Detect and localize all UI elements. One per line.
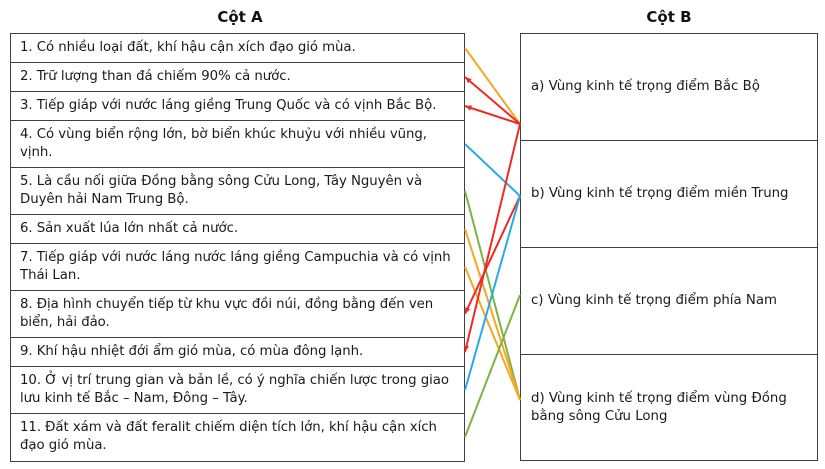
column-b-table	[520, 33, 818, 461]
list-item-label: a) Vùng kinh tế trọng điểm Bắc Bộ	[531, 79, 760, 95]
list-item[interactable]: 7. Tiếp giáp với nước láng nước láng giềng Campuchia và có vịnh Thái Lan.	[11, 244, 464, 291]
list-item[interactable]: 1. Có nhiều loại đất, khí hậu cận xích đạo gió mùa.	[11, 34, 464, 63]
connector-line	[465, 267, 520, 400]
list-item[interactable]: 11. Đất xám và đất feralit chiếm diện tích lớn, khí hậu cận xích đạo gió mùa.	[20, 420, 437, 453]
list-item[interactable]: 5. Là cầu nối giữa Đồng bằng sông Cửu Long, Tây Nguyên và Duyên hải Nam Trung Bộ.	[11, 168, 464, 215]
connector-line	[465, 191, 520, 400]
list-item-label: d) Vùng kinh tế trọng điểm vùng Đồng bằng sông Cửu Long	[531, 390, 787, 424]
connector-arrowhead	[465, 77, 472, 83]
list-item[interactable]	[521, 141, 817, 248]
list-item[interactable]	[521, 248, 817, 355]
column-b-header: Cột B	[646, 8, 692, 26]
connector-line	[465, 124, 520, 352]
connector-line	[465, 196, 520, 390]
connector-line	[465, 144, 520, 196]
list-item[interactable]	[521, 355, 817, 460]
list-item-label: c) Vùng kinh tế trọng điểm phía Nam	[531, 293, 777, 309]
connector-line	[465, 48, 520, 124]
column-a-header: Cột A	[217, 8, 263, 26]
connector-line	[465, 229, 520, 400]
connector-line	[465, 295, 520, 437]
list-item[interactable]	[521, 34, 817, 141]
list-item[interactable]: 9. Khí hậu nhiệt đới ẩm gió mùa, có mùa đông lạnh.	[11, 338, 464, 367]
list-item[interactable]: 10. Ở vị trí trung gian và bản lề, có ý nghĩa chiến lược trong giao lưu kinh tế Bắc – Nam, Đông – Tây.	[11, 367, 464, 414]
list-item-label: b) Vùng kinh tế trọng điểm miền Trung	[531, 186, 789, 202]
list-item[interactable]: 3. Tiếp giáp với nước láng giềng Trung Quốc và có vịnh Bắc Bộ.	[11, 92, 464, 121]
list-item[interactable]: 6. Sản xuất lúa lớn nhất cả nước.	[11, 215, 464, 244]
connector-line	[465, 106, 520, 124]
connector-line	[465, 196, 520, 314]
column-a-table	[10, 33, 465, 462]
connector-arrowhead	[465, 307, 470, 314]
connector-line	[465, 77, 520, 124]
list-item[interactable]: 4. Có vùng biển rộng lớn, bờ biển khúc khuỷu với nhiều vũng, vịnh.	[11, 121, 464, 168]
connector-arrowhead	[465, 105, 472, 110]
list-item[interactable]: 8. Địa hình chuyển tiếp từ khu vực đồi núi, đồng bằng đến ven biển, hải đảo.	[11, 291, 464, 338]
list-item[interactable]: 2. Trữ lượng than đá chiếm 90% cả nước.	[11, 63, 464, 92]
